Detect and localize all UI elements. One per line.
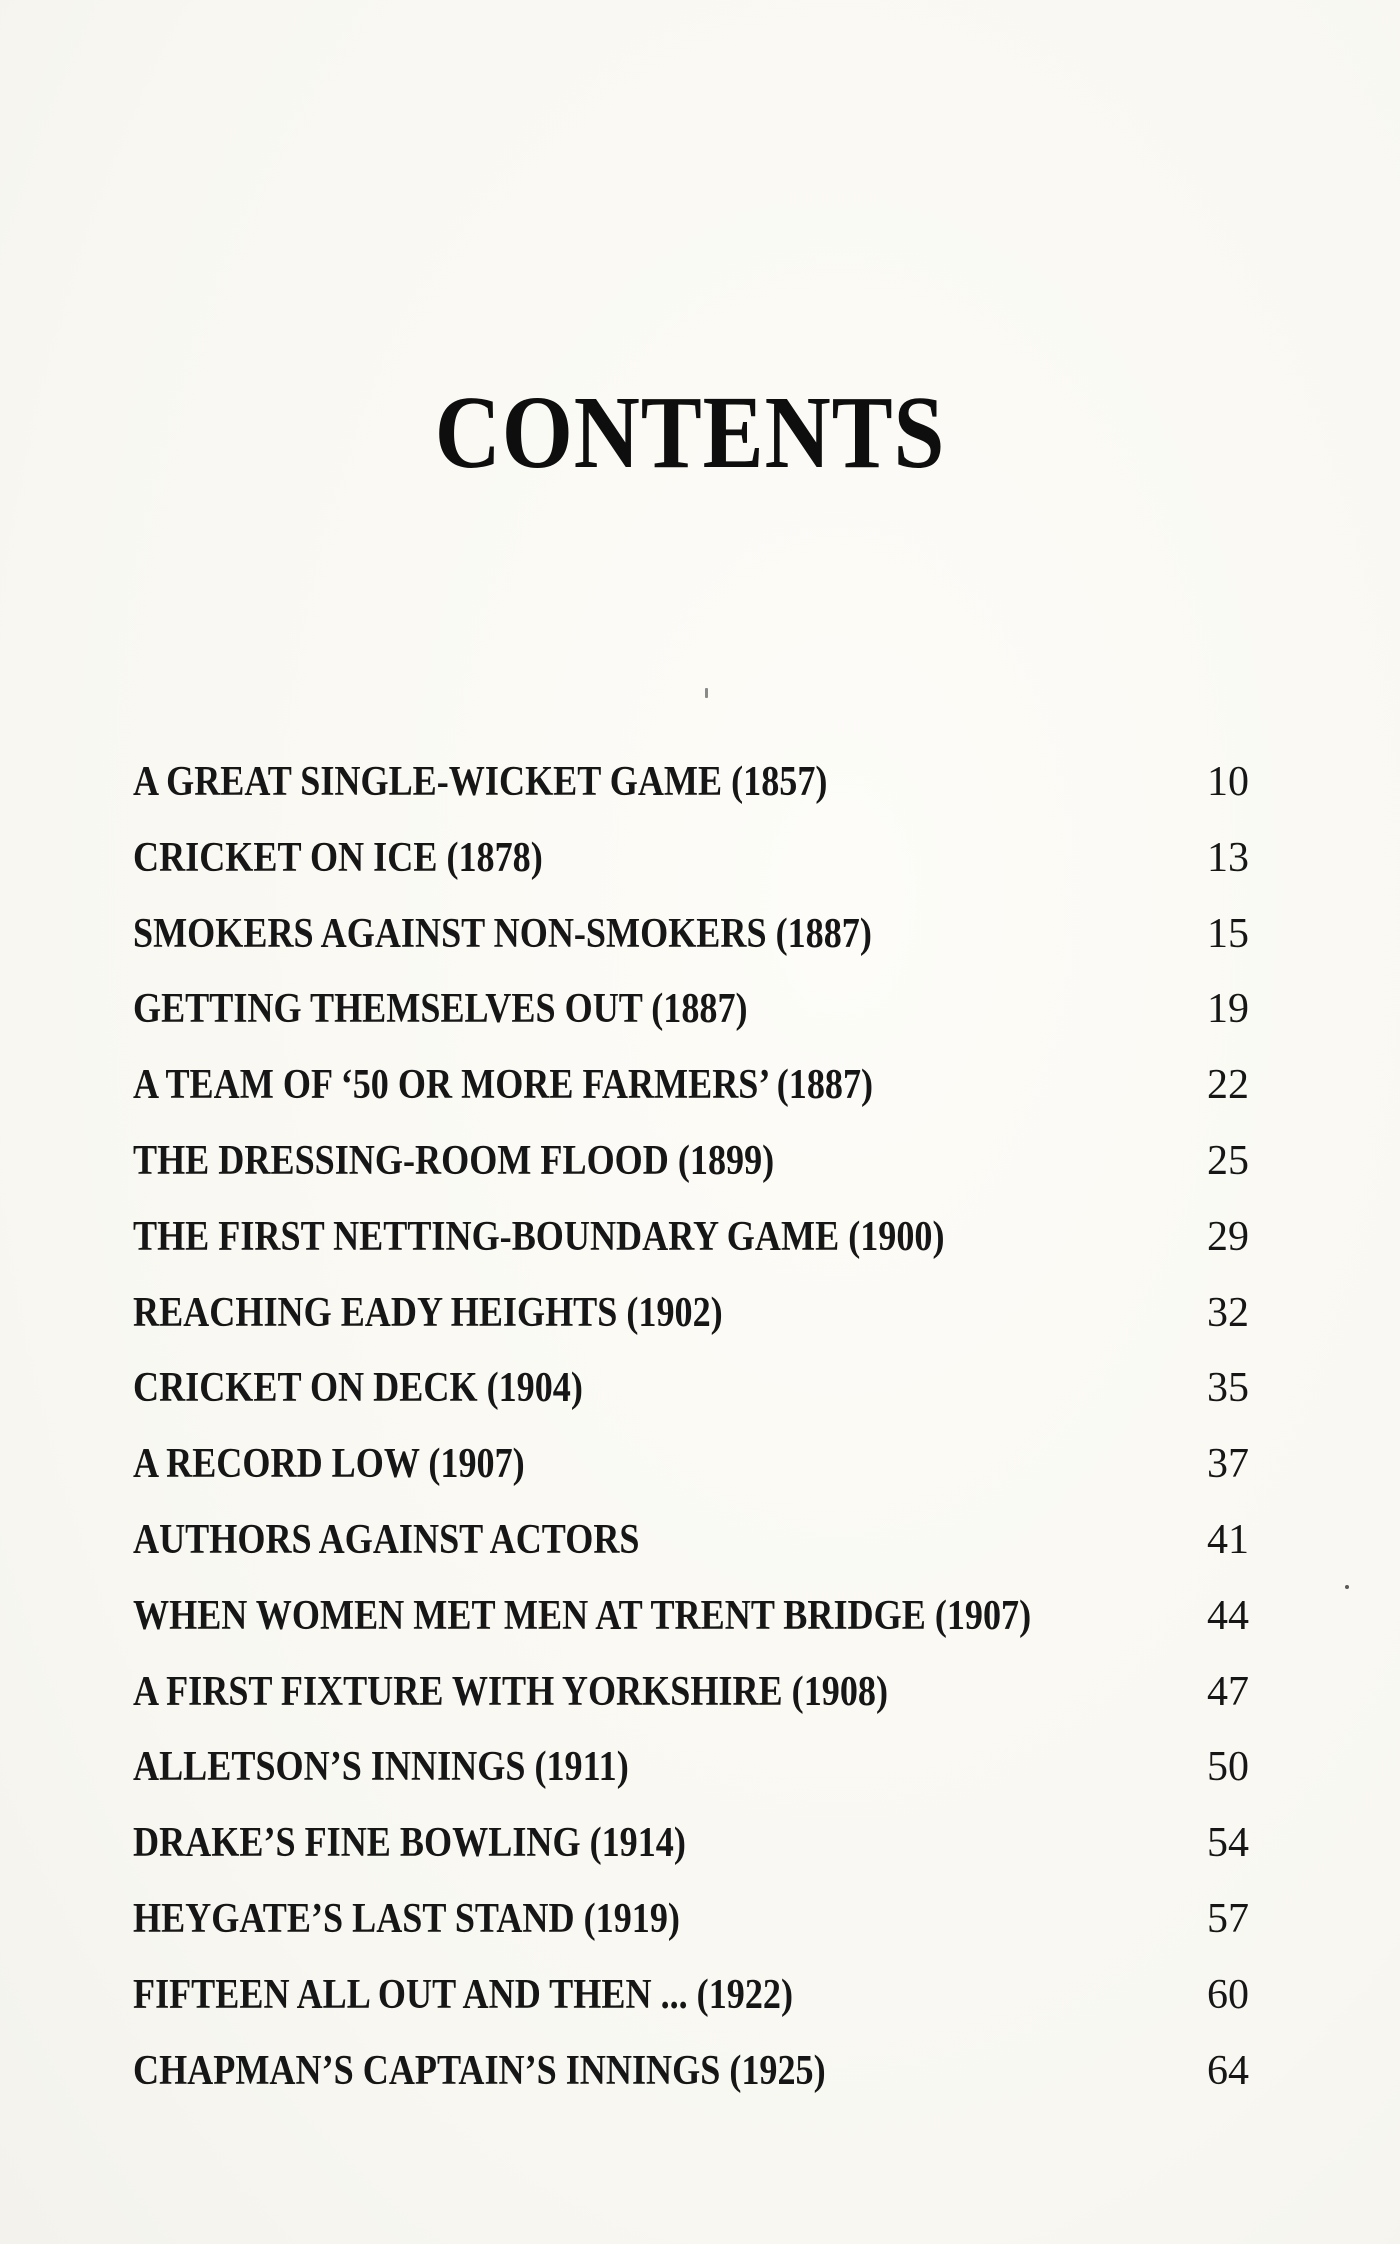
toc-entry-page-number: 13 (1207, 834, 1249, 881)
toc-entry (133, 1358, 1249, 1434)
toc-entry-page-number: 10 (1207, 759, 1249, 805)
toc-entry (133, 1510, 1249, 1586)
toc-entry-title: A FIRST FIXTURE WITH YORKSHIRE (1908) (133, 1668, 888, 1715)
toc-entry (133, 1434, 1249, 1510)
toc-entry-title: CHAPMAN’S CAPTAIN’S INNINGS (1925) (133, 2047, 826, 2094)
toc-entry-title: WHEN WOMEN MET MEN AT TRENT BRIDGE (1907) (133, 1592, 1032, 1639)
toc-entry (133, 1737, 1249, 1813)
toc-entry (133, 1283, 1249, 1359)
toc-entry-page-number: 54 (1207, 1820, 1249, 1867)
toc-entry-page-number: 50 (1207, 1744, 1249, 1791)
toc-entry (133, 828, 1249, 904)
page-title: CONTENTS (434, 375, 946, 490)
toc-entry (133, 1131, 1249, 1207)
print-speck (1345, 1585, 1349, 1589)
toc-entry-page-number: 41 (1207, 1516, 1249, 1563)
toc-entry (133, 1662, 1249, 1738)
toc-entry (133, 1586, 1249, 1662)
toc-entry-title: A GREAT SINGLE-WICKET GAME (1857) (133, 759, 828, 805)
toc-entry-title: SMOKERS AGAINST NON-SMOKERS (1887) (133, 910, 872, 957)
toc-entry (133, 1207, 1249, 1283)
toc-entry (133, 1813, 1249, 1889)
toc-entry-title: THE FIRST NETTING-BOUNDARY GAME (1900) (133, 1213, 945, 1260)
toc-entry-page-number: 29 (1207, 1213, 1249, 1260)
toc-entry-page-number: 64 (1207, 2047, 1249, 2094)
print-speck (705, 688, 708, 698)
toc-entry-page-number: 22 (1207, 1062, 1249, 1109)
toc-entry (133, 979, 1249, 1055)
toc-entry-title: A RECORD LOW (1907) (133, 1441, 525, 1488)
toc-entry-title: A TEAM OF ‘50 OR MORE FARMERS’ (1887) (133, 1062, 874, 1109)
toc-entry (133, 1055, 1249, 1131)
toc-entry-title: HEYGATE’S LAST STAND (1919) (133, 1895, 680, 1942)
toc-entry-page-number: 35 (1207, 1365, 1249, 1412)
toc-entry-page-number: 37 (1207, 1441, 1249, 1488)
toc-entry-title: CRICKET ON ICE (1878) (133, 834, 543, 881)
toc-entry-page-number: 32 (1207, 1289, 1249, 1336)
toc-entry-page-number: 47 (1207, 1668, 1249, 1715)
toc-entry-page-number: 25 (1207, 1137, 1249, 1184)
toc-entry-page-number: 19 (1207, 986, 1249, 1033)
toc-entry (133, 1965, 1249, 2041)
toc-entry-title: GETTING THEMSELVES OUT (1887) (133, 986, 748, 1033)
toc-entry-page-number: 60 (1207, 1971, 1249, 2018)
toc-entry (133, 1889, 1249, 1965)
toc-entry-title: DRAKE’S FINE BOWLING (1914) (133, 1820, 686, 1867)
toc-entry-title: REACHING EADY HEIGHTS (1902) (133, 1289, 723, 1336)
toc-entry-page-number: 15 (1207, 910, 1249, 957)
toc-entry-page-number: 57 (1207, 1895, 1249, 1942)
toc-entry-title: CRICKET ON DECK (1904) (133, 1365, 583, 1412)
toc-entry (133, 752, 1249, 828)
toc-entry-title: ALLETSON’S INNINGS (1911) (133, 1744, 629, 1791)
toc-entry-page-number: 44 (1207, 1592, 1249, 1639)
toc-entry-title: THE DRESSING-ROOM FLOOD (1899) (133, 1137, 775, 1184)
toc-entry (133, 2041, 1249, 2117)
toc-entry-title: FIFTEEN ALL OUT AND THEN ... (1922) (133, 1971, 793, 2018)
table-of-contents (133, 752, 1249, 2116)
toc-entry-title: AUTHORS AGAINST ACTORS (133, 1516, 640, 1563)
toc-entry (133, 904, 1249, 980)
